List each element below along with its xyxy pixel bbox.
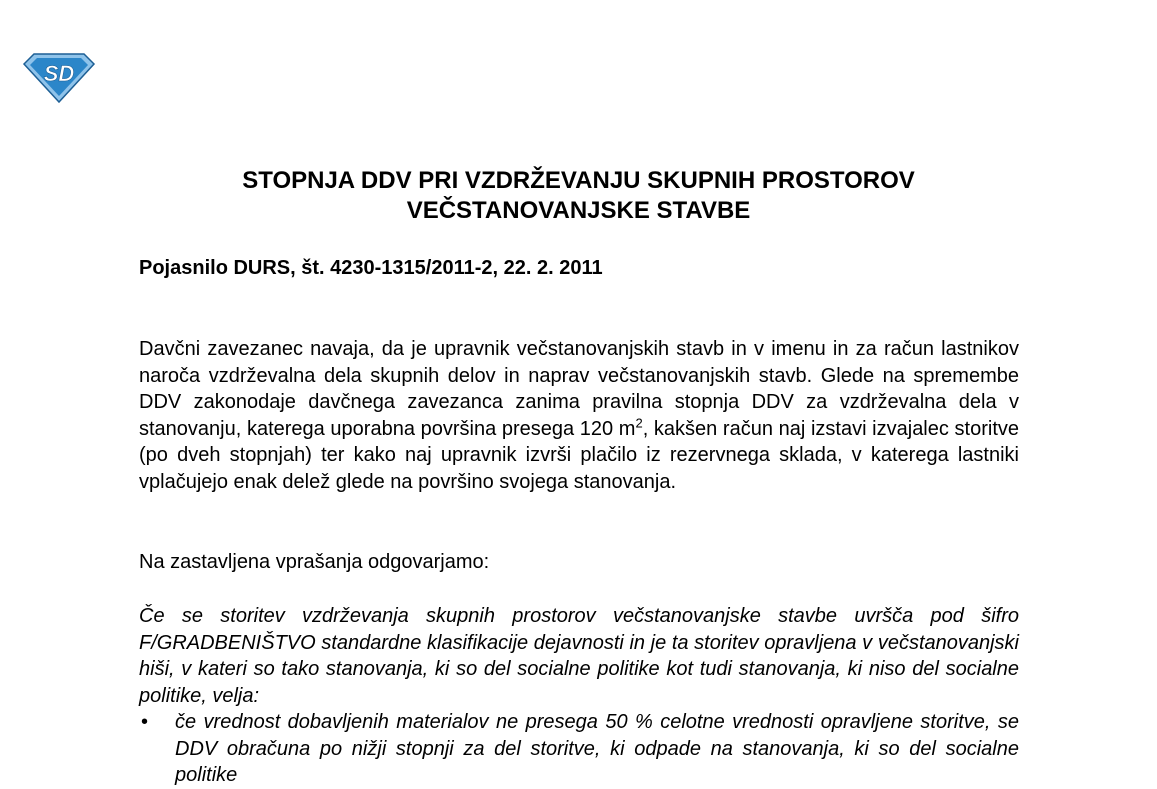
- paragraph-question-part-2: , kakšen račun naj izstavi izvajalec storitve (po dveh stopnjah) ter kako naj upravnik izvrši plačilo iz rezervnega sklada, v katerega lastniki vplačujejo enak delež glede na površino svojega stanovanja.: [139, 417, 1019, 493]
- paragraph-question-part-1: Davčni zavezanec navaja, da je upravnik večstanovanjskih stavb in v imenu in za račun lastnikov naroča vzdrževalna dela skupnih delov in naprav večstanovanjskih stavb. Glede na spremembe DDV zakonodaje davčnega zavezanca zanima pravilna stopnja DDV za vzdrževalna dela v stanovanju, katerega uporabna površina presega 120 m: [139, 338, 1019, 440]
- paragraph-question: [139, 336, 1019, 495]
- document-title-line-2: VEČSTANOVANJSKE STAVBE: [406, 197, 751, 224]
- bullet-list-item: [139, 709, 1019, 789]
- bullet-text: če vrednost dobavljenih materialov ne presega 50 % celotne vrednosti opravljene storitve, se DDV obračuna po nižji stopnji za del storitve, ki odpade na stanovanja, ki so del socialne politike: [175, 711, 1019, 786]
- paragraph-answer-intro: Na zastavljena vprašanja odgovarjamo:: [139, 551, 490, 573]
- document-subtitle: Pojasnilo DURS, št. 4230-1315/2011-2, 22. 2. 2011: [139, 257, 603, 279]
- superscript-2: 2: [635, 414, 643, 430]
- paragraph-answer-condition: Če se storitev vzdrževanja skupnih prostorov večstanovanjske stavbe uvršča pod šifro F/GRADBENIŠTVO standardne klasifikacije dejavnosti in je ta storitev opravljena v večstanovanjski hiši, v kateri so tako stanovanja, ki so del socialne politike kot tudi stanovanja, ki niso del socialne politike, velja:: [139, 605, 1019, 707]
- logo-letters: SD: [43, 61, 75, 86]
- bullet-list: [139, 709, 1019, 789]
- bullet-marker: •: [141, 711, 149, 733]
- company-logo: [22, 50, 96, 104]
- document-title-line-1: STOPNJA DDV PRI VZDRŽEVANJU SKUPNIH PROSTOROV: [242, 167, 915, 194]
